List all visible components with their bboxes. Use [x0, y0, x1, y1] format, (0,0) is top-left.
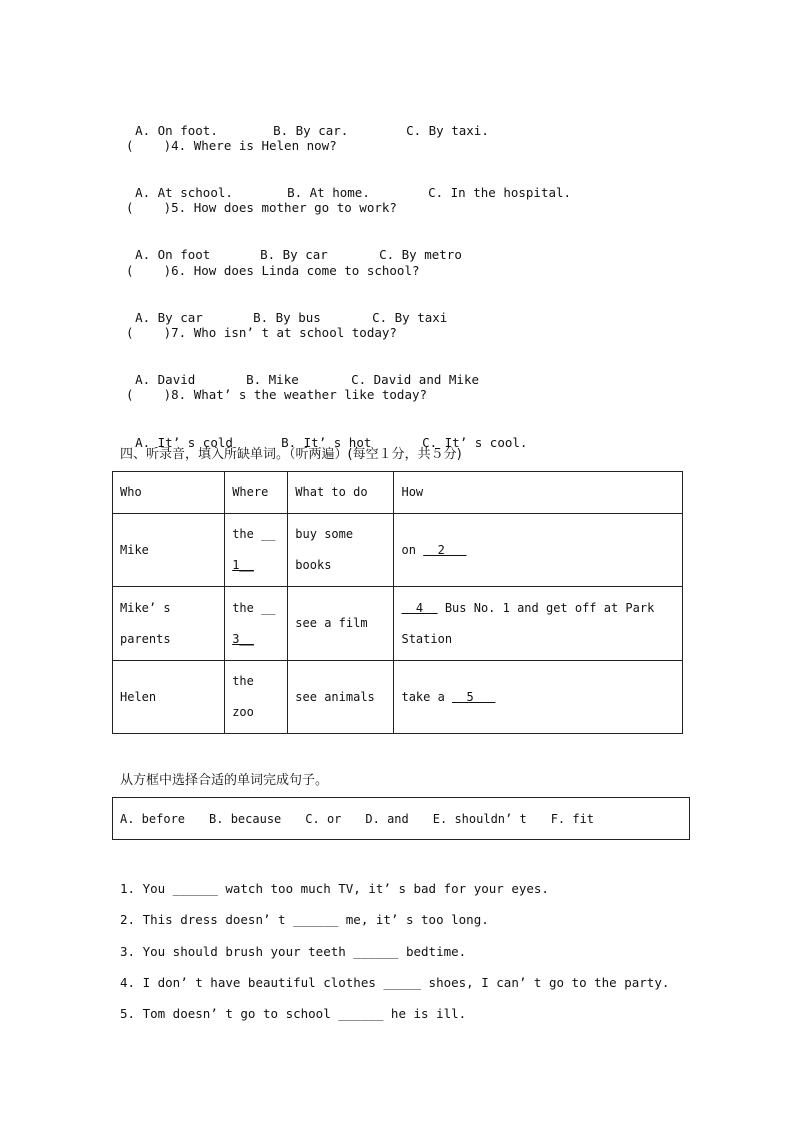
header-where: Where [225, 472, 288, 514]
q8-option-a: A. It’ s cold [135, 435, 233, 450]
q4-option-b: B. At home. [287, 185, 370, 200]
cell-where [225, 514, 288, 587]
q7-option-b: B. Mike [246, 372, 299, 387]
sentence-4: 4. I don’ t have beautiful clothes _____ shoes, I can’ t go to the party. [120, 975, 670, 990]
cell-who: Mike [113, 514, 225, 587]
choice-e: E. shouldn’ t [432, 811, 527, 826]
cell-how [394, 587, 683, 661]
table-header-row [113, 472, 683, 514]
q5-option-a: A. On foot [135, 247, 211, 262]
table-row [113, 661, 683, 734]
cell-who-line1: Mike’ s [120, 600, 171, 615]
sentence-5: 5. Tom doesn’ t go to school ______ he is ill. [120, 1006, 467, 1021]
q4-options [120, 169, 571, 201]
cell-how-line2: Station [401, 631, 453, 646]
q6-option-b: B. By bus [253, 310, 321, 325]
cell-who [113, 587, 225, 661]
q7-option-a: A. David [135, 372, 196, 387]
blank-3[interactable]: 3__ [232, 631, 254, 646]
cell-who-line2: parents [120, 631, 171, 646]
cell-how [394, 661, 683, 734]
cell-who: Helen [113, 661, 225, 734]
choice-c: C. or [305, 811, 342, 826]
cell-what [288, 514, 394, 587]
section4-heading: 四、听录音，填入所缺单词。（听两遍）(每空１分，共５分) [120, 447, 462, 462]
q5-options [120, 231, 462, 263]
choice-d: D. and [365, 811, 409, 826]
q4-question: ( )4. Where is Helen now? [126, 138, 337, 153]
q4-option-a: A. At school. [135, 185, 233, 200]
section5-heading: 从方框中选择合适的单词完成句子。 [120, 773, 329, 788]
q4-option-c: C. In the hospital. [428, 185, 572, 200]
q3-option-c: C. By taxi. [406, 123, 489, 138]
blank-5[interactable]: 5 [452, 689, 496, 704]
cell-where-line1: the [232, 674, 254, 688]
q8-option-c: C. It’ s cool. [422, 435, 528, 450]
q3-option-a: A. On foot. [135, 123, 218, 138]
q5-question: ( )5. How does mother go to work? [126, 200, 397, 215]
sentence-2: 2. This dress doesn’ t ______ me, it’ s too long. [120, 912, 489, 927]
q7-options [120, 356, 479, 388]
header-what-to-do: What to do [288, 472, 394, 514]
q5-option-c: C. By metro [379, 247, 462, 262]
header-who: Who [113, 472, 225, 514]
q8-question: ( )8. What’ s the weather like today? [126, 387, 428, 402]
q8-option-b: B. It’ s hot [281, 435, 372, 450]
choice-b: B. because [209, 811, 282, 826]
q6-question: ( )6. How does Linda come to school? [126, 263, 420, 278]
q7-question: ( )7. Who isn’ t at school today? [126, 325, 397, 340]
cell-where-line1: the __ [232, 600, 276, 615]
cell-what: see animals [288, 661, 394, 734]
q6-option-c: C. By taxi [372, 310, 448, 325]
q3-options [120, 107, 489, 139]
word-box [112, 797, 690, 840]
cell-where-line1: the __ [232, 527, 276, 541]
cell-how-text: on [401, 542, 424, 557]
blank-1[interactable]: 1__ [232, 558, 254, 572]
cell-where [225, 587, 288, 661]
choice-f: F. fit [550, 811, 595, 826]
cell-what: see a film [288, 587, 394, 661]
q5-option-b: B. By car [260, 247, 328, 262]
cell-how-line1: Bus No. 1 and get off at Park [437, 600, 655, 615]
cell-how [394, 514, 683, 587]
sentence-1: 1. You ______ watch too much TV, it’ s bad for your eyes. [120, 881, 549, 896]
sentence-3: 3. You should brush your teeth ______ bedtime. [120, 944, 467, 959]
cell-how-text: take a [401, 689, 453, 704]
cell-where [225, 661, 288, 734]
blank-2[interactable]: 2 [423, 542, 467, 557]
cell-where-line2: zoo [232, 705, 254, 719]
listening-table [112, 471, 683, 734]
choice-a: A. before [120, 811, 186, 826]
blank-4[interactable]: 4 [401, 600, 438, 615]
q6-options [120, 294, 447, 326]
table-row [113, 587, 683, 661]
q6-option-a: A. By car [135, 310, 203, 325]
cell-what-line1: buy some [295, 527, 354, 541]
q7-option-c: C. David and Mike [351, 372, 479, 387]
cell-what-line2: books [295, 558, 332, 572]
header-how: How [394, 472, 683, 514]
q3-option-b: B. By car. [273, 123, 349, 138]
table-row [113, 514, 683, 587]
